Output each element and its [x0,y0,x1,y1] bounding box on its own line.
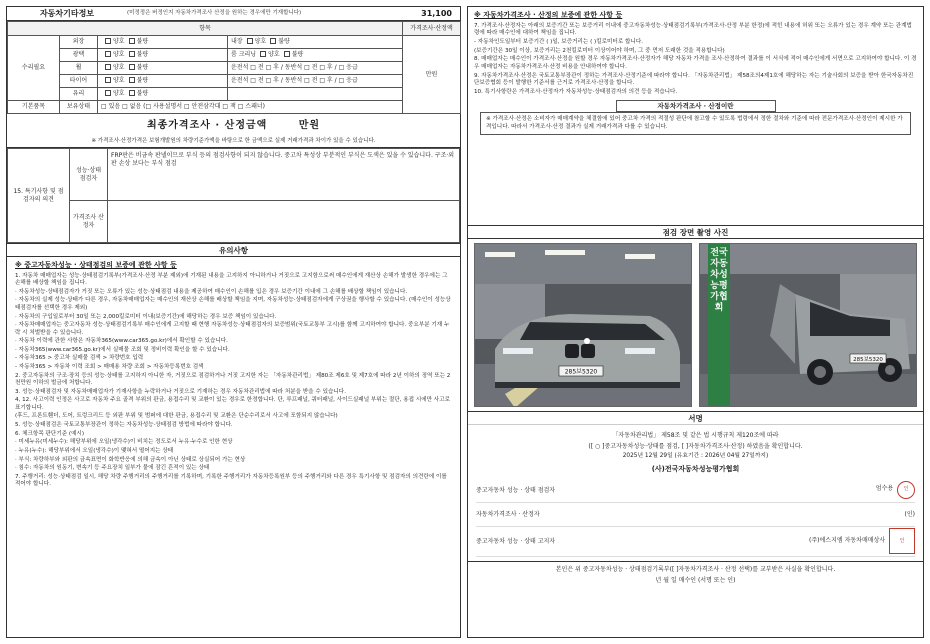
note-item: · 자동차성능·상태점검자가 거짓 또는 오류가 있는 성능·상태점검 내용을 제공하여 매수인이 손해를 입은 경우 보증기간 이내에 그 손해를 배상할 책임이 있습니다. [15,288,408,295]
signer-label: 중고자동차 성능 · 상태 고지자 [476,537,556,545]
signature-confirm: ([ ○ ]중고자동차성능·상태를 점검, [ ]자동차가격조사·산정) 하였음을 확인합니다. [588,442,803,450]
signature-title: 서명 [468,411,923,425]
note-item: · 자동차365(www.car365.go.kr)에서 실매물 조회 및 정비이력 확인을 할 수 있습니다. [15,346,230,353]
svg-text:285보5320: 285보5320 [564,368,598,376]
note-item: (후드, 프론트휀더, 도어, 트렁크리드 등 외판 부위 및 범퍼에 대한 판금, 용접수리 및 교환은 단순수리로서 사고에 포함되지 않습니다) [15,413,338,420]
note-item: 3. 성능·상태점검자 및 자동차매매업자가 기재사항을 누락하거나 거짓으로 기재하는 경우 자동차관리법에 따라 처분을 받을 수 있습니다. [15,388,346,395]
price-note-item: 8. 매매업자는 매수인이 가격조사·산정을 원할 경우 자동차가격조사·산정자가 해당 자동차 가격을 조사·산정하여 결과를 이 서식에 적어 매수인에게 서면으로 고지하여야 합니다. 이 경우 매매업자는 자동차가격조사·산정 비용을 안내하여야 합니다. [474,56,917,70]
photos-area [468,239,923,411]
final-price-unit: 만원 [298,120,321,131]
note-item: 4, 12. 사고이력 인정은 사고로 자동차 주요 골격 부위의 판금, 용접수리 및 교환이 있는 경우로 한정합니다. 단, 루프패널, 쿼터패널, 사이드실패널 부위는 절단, 용접 시에만 사고로 표기합니다. [15,397,451,411]
signature-section [468,425,923,561]
signer-label: 자동차가격조사 · 산정자 [476,510,540,518]
signature-law: 「자동차관리법」 제58조 및 같은 법 시행규칙 제120조에 따라 [612,432,779,439]
info-header [7,7,460,21]
row-label: 유리 [60,88,98,101]
row-options[interactable]: 양호 불량 [98,49,228,62]
row-options-right[interactable]: 운전석 □ 전 □ 후 / 동반석 □ 전 □ 후 / □ 응급 [228,75,403,88]
special-table [7,148,460,243]
signer-value: (주)에스지엠 자동차매매상사 [809,537,886,545]
final-price-section [7,114,460,148]
note-item: - 자동차365 > 자동차 이력 조회 > 매매용 차량 조회 > 자동차등록번호 검색 [15,364,204,371]
row-label: 광택 [60,49,98,62]
price-notes-heading: ※ 자동차가격조사 · 산정의 보증에 관한 사항 등 [474,11,623,19]
special-label: 15. 특기사항 및 점검자의 의견 [8,149,70,243]
row-label: 타이어 [60,75,98,88]
row-options-right[interactable]: 룸 크리닝 양호 불량 [228,49,403,62]
note-item: · 자동차매매업자는 중고자동차 성능·상태점검기록부 매수인에게 고지할 때 현행 자동차성능·상태점검자의 보증범위(국토교통부 고시)를 함께 고지하여야 합니다. 중요부분 기재 누락 시 처벌받을 수 있습니다. [15,322,450,336]
info-title: 자동차기타정보 [39,8,95,18]
association-banner: 전국자동차성능평가협회 [708,244,730,407]
row-label: 외장 [60,36,98,49]
notes-body [7,257,460,494]
row-options-right[interactable]: 내장 양호 불량 [228,36,403,49]
perf-opinion: FRP판은 비금속 판넬이므로 부식 등의 점검사항이 되지 않습니다. 중고차 특성상 부분적인 부식은 도색은 있을 수 있습니다. 구조·외판 손상 보다는 부식 점검 [108,149,460,201]
group-repair: 수리필요 [8,36,60,101]
row-label: 휠 [60,62,98,75]
row-options[interactable]: 양호 불량 [98,88,228,101]
row-options[interactable]: 양호 불량 [98,36,228,49]
row-options-right[interactable]: 운전석 □ 전 □ 후 / 동반석 □ 전 □ 후 / □ 응급 [228,62,403,75]
red-seal-icon: 인 [897,481,915,499]
note-item: · 누유(누수): 해당부위에서 오일(냉각수)이 맺혀서 떨어지는 상태 [15,447,174,454]
signer-value: 엄수용 [875,485,894,493]
price-note-item: 10. 특기사항란은 가격조사·산정자가 자동차성능·상태점검자의 의견 등을 적습니다. [474,88,678,95]
price-note-item: - 자동차인도일부터 보증기간 ( )일, 보증거리는 ( )킬로미터로 합니다. [474,38,644,45]
notes-heading: ※ 중고자동차성능 · 상태점검의 보증에 관한 사항 등 [15,261,177,269]
basic-label: 보유상태 [60,101,98,114]
row-options-right [228,88,403,101]
col-item: 항목 [8,22,403,36]
price-note-item: 9. 자동차가격조사·산정은 국토교통부장관이 정하는 가격조사·산정기준에 따라야 합니다. 「자동차관리법」 제58조의4제1호에 해당하는 자는 기술사회의 보증을 받아 한국자동차진단보증협회 등이 발행한 기준서를 근거로 가격조사·산정을 합니다. [474,72,914,86]
note-item: · 부식: 차량하부와 외판의 금속표면이 화학반응에 의해 금속이 아닌 상태로 상실되어 가는 현상 [15,456,246,463]
svg-text:285보5320: 285보5320 [853,357,883,363]
signer-label: 중고자동차 성능 · 상태 점검자 [476,486,556,494]
receipt-text: 본인은 위 중고자동차성능 · 상태점검기록부([ ]자동차가격조사 · 산정 선택)를 교부받은 사실을 확인합니다. [555,565,836,573]
perf-label: 성능·상태 점검자 [70,149,108,201]
side-car-image [700,244,917,407]
info-subtitle: (미정정은 버정인지 자동차가격조사 산정을 원하는 경우에만 기재합니다) [127,10,302,17]
note-item: · 자동차의 실제 성능·상태가 다른 경우, 자동차매매업자는 매수인의 재산상 손해를 배상할 책임을 지며, 자동차성능·상태점검자에게 구상권을 행사할 수 있습니다. (매수인이 성능상태점검자를 선택한 경우 제외) [15,297,451,311]
row-options[interactable]: 양호 불량 [98,62,228,75]
front-photo [474,243,692,407]
note-item: 2. 중고자동차의 구조·장치 등의 성능·상태를 고지하지 아니한 자, 거짓으로 점검하거나 거짓 고지한 자는 「자동차관리법」 제80조 제6호 및 제7호에 따라 2년 이하의 징역 또는 2천만원 이하의 벌금에 처합니다. [15,372,451,387]
note-item: 1. 자동차 매매업자는 성능·상태점검기록부(가격조사·산정 부분 제외)에 기재된 내용을 고지하지 아니하거나 거짓으로 고지함으로써 매수인에게 재산상 손해가 발생한 경우에는 그 손해를 배상할 책임을 집니다. [15,272,448,287]
signer-stamp: (인) [904,510,915,518]
col-price: 가격조사·산정액 [403,22,461,36]
price-box-text: ※ 가격조사·산정은 소비자가 매매계약을 체결함에 있어 중고차 가격의 적절성 판단에 참고할 수 있도록 법령에서 정한 절차와 기준에 따라 전문가격조사·산정인이 제시한 가격입니다. 따라서 가격조사·산정 결과가 실제 거래가격과 다를 수 있습니다. [480,112,911,135]
receipt-date: 년 월 일 매수인 (서명 또는 인) [655,577,736,585]
repair-table [7,21,461,114]
signer-row [476,503,915,527]
row-options[interactable]: 양호 불량 [98,75,228,88]
company-seal-icon: 인 [889,528,915,554]
price-note-item: (보증기간은 30일 이상, 보증거리는 2천킬로미터 이상이어야 하며, 그 중 먼저 도래한 것을 적용합니다) [474,47,725,54]
note-item: - 자동차365 > 중고차 실매물 검색 > 차량번호 입력 [15,355,144,362]
note-item: · 자동차의 구입일로부터 30일 또는 2,000킬로미터 이내(보증기간)에 해당하는 경우 보증 책임이 있습니다. [15,313,277,320]
signature-org: (사)전국자동차성능평가협회 [651,465,740,474]
left-pane [6,6,461,638]
final-price-title: 최종가격조사 · 산정금액 [146,120,268,131]
note-item: 6. 체크항목 판단기준 (예시) [15,430,85,437]
signature-date: 2025년 12월 29일 (유효기간 : 2026년 04월 27일까지) [622,453,769,459]
notes-title: 유의사항 [7,243,460,257]
price-label: 가격조사 산정자 [70,201,108,243]
info-number: 31,100 [421,8,452,18]
price-opinion [108,201,460,243]
basic-items[interactable]: □ 있음 □ 없음 (□ 사용설명서 □ 안전삼각대 □ 잭 □ 스패너) [98,101,403,114]
side-photo [699,243,917,407]
final-price-note: ※ 가격조사·산정가격은 보험개발원의 차량기준가액을 바탕으로 한 금액으로 실제 거래가격과 차이가 있을 수 있습니다. [91,137,376,144]
group-basic: 기본품목 [8,101,60,114]
receipt-confirm [468,561,923,589]
note-item: · 침수: 자동차의 원동기, 변속기 등 주요장치 일부가 물에 잠긴 흔적이 있는 상태 [15,465,210,472]
price-box-title: 자동차가격조사 · 산정이란 [616,100,776,112]
photos-title: 점검 장면 촬영 사진 [468,225,923,239]
price-note-item: 7. 가격조사·산정자는 아래의 보증기간 또는 보증거리 이내에 중고자동차성능·상태점검기록부(가격조사·산정 부분 한정)에 적힌 내용에 허위 또는 오류가 있는 경우 계약 또는 관계법령에 따라 매수인에 대하여 책임을 집니다. [474,22,912,37]
note-item: 7. 주행거리: 성능·상태점검 일시, 해당 차량 주행거리의 주행거리를 기록하며, 기록한 주행거리가 자동차등록원부 등의 주행거리와 다른 경우 특기사항 및 점검자의 의견란에 이를 적어야 합니다. [15,473,447,488]
note-item: 5. 성능·상태점검은 국토교통부장관이 정하는 자동차성능·상태점검 방법에 따라야 합니다. [15,422,233,429]
front-car-image [475,244,692,407]
right-pane [467,6,924,638]
signer-row [476,479,915,503]
note-item: · 미세누유(미세누수): 해당부위에 오일(냉각수)이 비치는 정도로서 누유·누수로 인한 현상 [15,439,233,446]
signer-row [476,527,915,557]
price-unit: 만원 [403,36,461,114]
price-notes [468,7,923,225]
note-item: · 자동차 이력에 관한 사항은 자동차365(www.car365.go.kr)에서 확인할 수 있습니다. [15,338,228,345]
